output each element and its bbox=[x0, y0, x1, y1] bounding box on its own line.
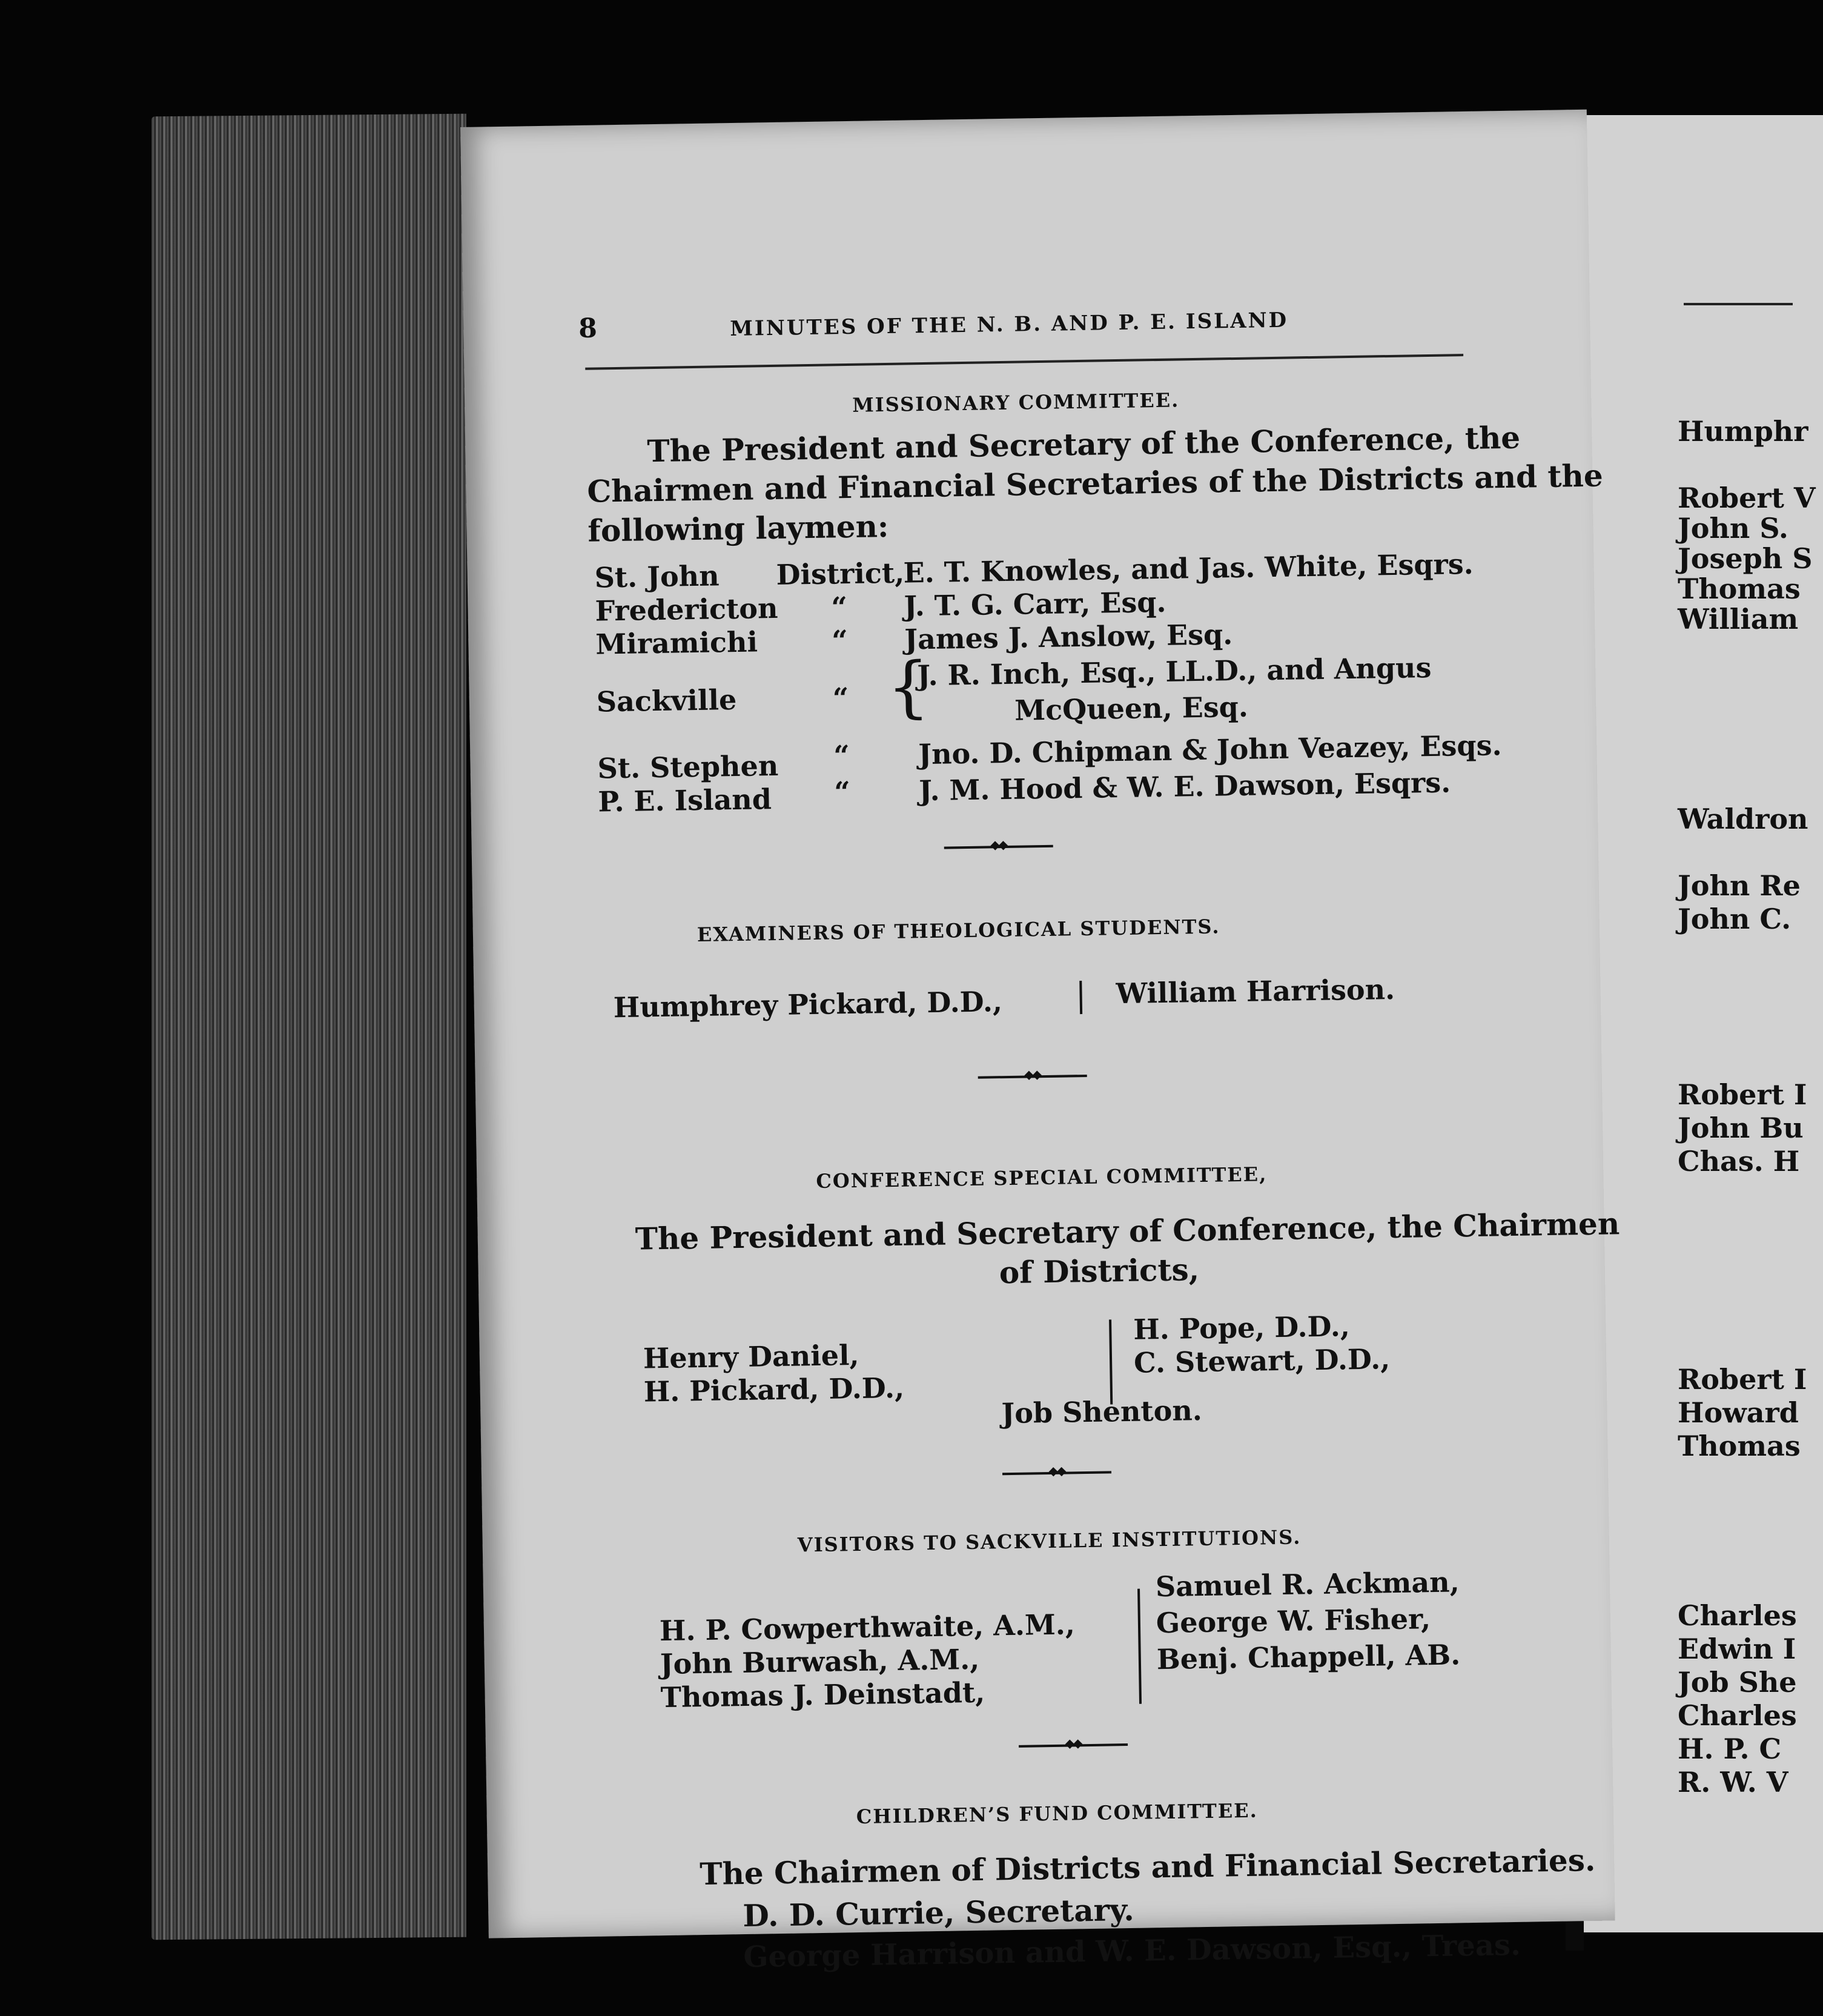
visitor-right-2: George W. Fisher, bbox=[1156, 1602, 1431, 1640]
right-line-7: Waldron bbox=[1678, 803, 1808, 835]
names-pe-island: J. M. Hood & W. E. Dawson, Esqrs. bbox=[918, 766, 1451, 807]
visitors-column-divider bbox=[1137, 1589, 1142, 1704]
right-line-13: Robert I bbox=[1678, 1363, 1807, 1396]
right-line-12: Chas. H bbox=[1678, 1145, 1800, 1178]
page-number: 8 bbox=[578, 313, 598, 344]
right-line-16: Charles bbox=[1678, 1599, 1797, 1632]
visitors-heading: VISITORS TO SACKVILLE INSTITUTIONS. bbox=[797, 1525, 1302, 1557]
district-miramichi: Miramichi bbox=[595, 625, 758, 661]
right-line-5: Thomas bbox=[1678, 572, 1801, 605]
brace-sackville: { bbox=[886, 647, 930, 726]
missionary-intro-3: following laymen: bbox=[587, 508, 889, 549]
missionary-intro-1: The President and Secretary of the Conference, the bbox=[646, 419, 1521, 469]
right-line-17: Edwin I bbox=[1678, 1633, 1796, 1665]
header-rule bbox=[585, 354, 1463, 370]
examiner-left: Humphrey Pickard, D.D., bbox=[613, 985, 1003, 1024]
right-line-2: Robert V bbox=[1678, 482, 1816, 514]
special-left-1: Henry Daniel, bbox=[643, 1338, 859, 1375]
special-left-2: H. Pickard, D.D., bbox=[643, 1371, 905, 1408]
special-right-1: H. Pope, D.D., bbox=[1133, 1310, 1351, 1346]
running-title: MINUTES OF THE N. B. AND P. E. ISLAND bbox=[729, 308, 1289, 342]
ornament-divider-1 bbox=[944, 845, 1053, 849]
visitor-right-1: Samuel R. Ackman, bbox=[1155, 1565, 1460, 1603]
names-st-john: E. T. Knowles, and Jas. White, Esqrs. bbox=[903, 547, 1474, 589]
district-st-john: St. John bbox=[594, 559, 720, 594]
examiners-heading: EXAMINERS OF THEOLOGICAL STUDENTS. bbox=[696, 915, 1220, 947]
right-line-20: H. P. C bbox=[1678, 1732, 1782, 1765]
right-line-11: John Bu bbox=[1678, 1112, 1804, 1144]
left-page bbox=[460, 110, 1620, 1975]
ditto-st-stephen: “ bbox=[833, 739, 850, 772]
right-line-15: Thomas bbox=[1678, 1430, 1801, 1462]
names-sackville: J. R. Inch, Esq., LL.D., and Angus bbox=[916, 651, 1432, 692]
childrens-line-3: George Harrison and W. E. Dawson, Esq., Treas. bbox=[743, 1928, 1521, 1975]
examiners-column-divider bbox=[1079, 981, 1082, 1014]
ditto-pe-island: “ bbox=[833, 775, 851, 809]
ditto-fredericton: “ bbox=[831, 591, 848, 624]
district-label: District, bbox=[776, 556, 905, 591]
missionary-heading: MISSIONARY COMMITTEE. bbox=[852, 388, 1180, 417]
right-line-6: William bbox=[1678, 603, 1799, 635]
special-heading: CONFERENCE SPECIAL COMMITTEE, bbox=[816, 1162, 1268, 1193]
ornament-divider-4 bbox=[1019, 1743, 1128, 1748]
visitor-left-3: Thomas J. Deinstadt, bbox=[660, 1676, 985, 1714]
names-fredericton: J. T. G. Carr, Esq. bbox=[904, 585, 1166, 623]
ditto-miramichi: “ bbox=[831, 624, 849, 657]
visitor-left-2: John Burwash, A.M., bbox=[660, 1642, 980, 1681]
right-line-18: Job She bbox=[1678, 1666, 1797, 1699]
special-column-divider bbox=[1109, 1319, 1113, 1404]
district-fredericton: Fredericton bbox=[595, 591, 778, 628]
district-sackville: Sackville bbox=[596, 683, 737, 718]
childrens-line-2: D. D. Currie, Secretary. bbox=[742, 1891, 1135, 1934]
right-page-header-rule bbox=[1684, 303, 1793, 305]
childrens-heading: CHILDREN’S FUND COMMITTEE. bbox=[856, 1799, 1258, 1829]
special-intro-1: The President and Secretary of Conference, the Chairmen bbox=[635, 1205, 1620, 1257]
visitor-left-1: H. P. Cowperthwaite, A.M., bbox=[659, 1608, 1076, 1648]
ornament-divider-3 bbox=[1002, 1471, 1111, 1475]
right-line-3: John S. bbox=[1678, 512, 1788, 545]
district-pe-island: P. E. Island bbox=[598, 783, 772, 818]
right-line-4: Joseph S bbox=[1678, 542, 1813, 575]
special-bottom: Job Shenton. bbox=[1001, 1394, 1203, 1430]
right-line-10: Robert I bbox=[1678, 1078, 1807, 1111]
right-line-21: R. W. V bbox=[1678, 1766, 1788, 1799]
right-line-8: John Re bbox=[1678, 869, 1801, 902]
right-line-9: John C. bbox=[1678, 903, 1792, 935]
special-right-2: C. Stewart, D.D., bbox=[1133, 1342, 1391, 1379]
right-line-1: Humphr bbox=[1678, 415, 1808, 448]
district-st-stephen: St. Stephen bbox=[597, 749, 779, 785]
special-intro-2: of Districts, bbox=[999, 1252, 1200, 1291]
names-st-stephen: Jno. D. Chipman & John Veazey, Esqs. bbox=[918, 729, 1502, 771]
ditto-sackville: “ bbox=[832, 681, 849, 715]
names-sackville-2: McQueen, Esq. bbox=[1014, 690, 1249, 727]
childrens-line-1: The Chairmen of Districts and Financial Secretaries. bbox=[699, 1842, 1596, 1892]
names-miramichi: James J. Anslow, Esq. bbox=[904, 618, 1233, 656]
right-line-19: Charles bbox=[1678, 1699, 1797, 1732]
right-line-14: Howard bbox=[1678, 1396, 1799, 1429]
ornament-divider-2 bbox=[978, 1075, 1087, 1079]
examiner-right: William Harrison. bbox=[1116, 972, 1395, 1010]
missionary-intro-2: Chairmen and Financial Secretaries of the Districts and the bbox=[587, 457, 1604, 509]
book-page-edges bbox=[151, 114, 466, 1940]
visitor-right-3: Benj. Chappell, AB. bbox=[1156, 1638, 1461, 1676]
